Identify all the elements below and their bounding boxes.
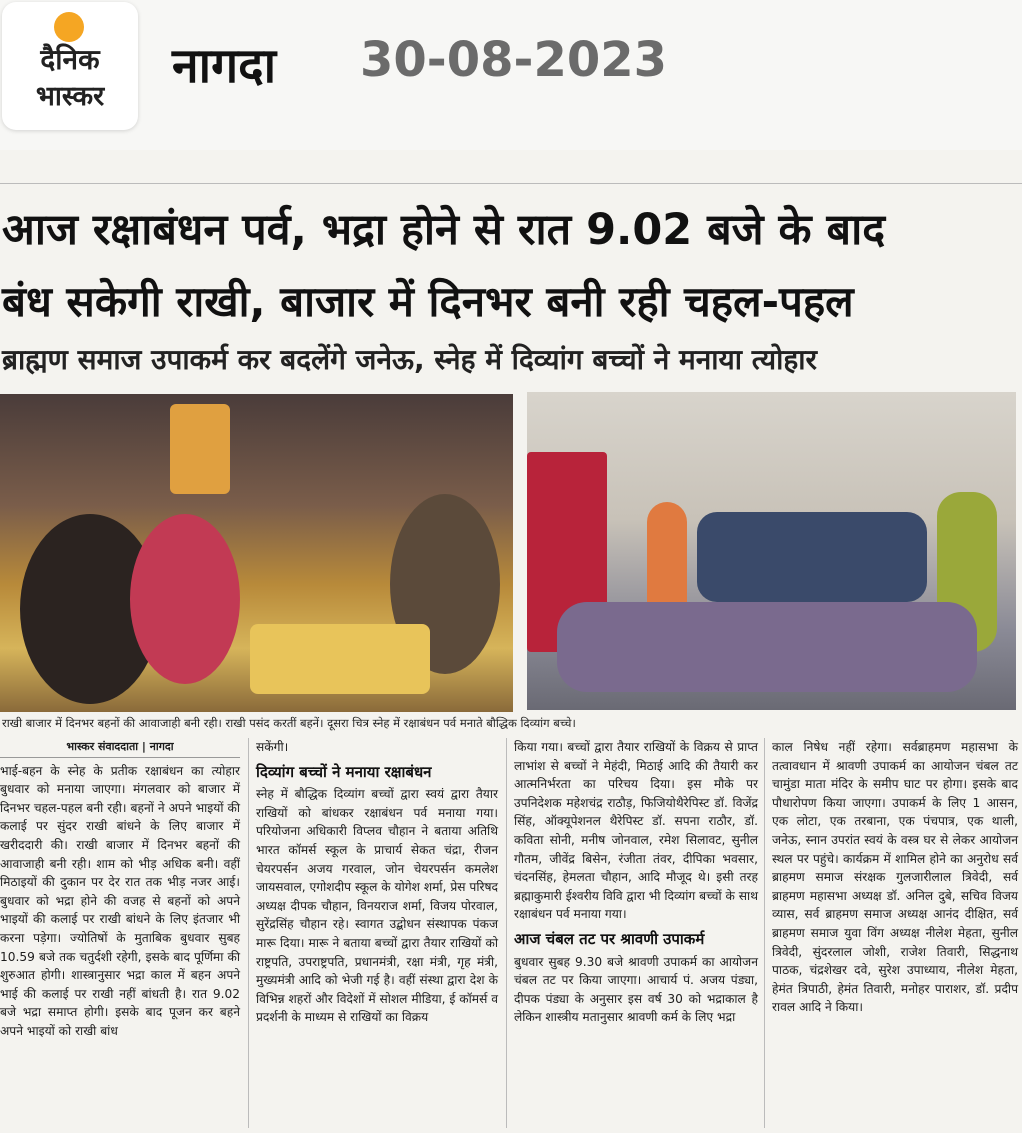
article-text: स्नेह में बौद्धिक दिव्यांग बच्चों द्वारा स्वयं द्वारा तैयार राखियों को बांधकर रक्षाबंधन पर्व मनाया गया। परियोजना अधिकारी विप्लव चौहान ने बताया अतिथि भारत कॉमर्स स्कूल के प्राचार्य सेकत चंद्रा, रीजन चेयरपर्सन अजय गरवाल, जोन चेयरपर्सन कमलेश जायसवाल, एगोशदीप स्कूल के योगेश शर्मा, प्रेस परिषद अध्यक्ष दीपक चौहान, विनयराज शर्मा, विजय पोरवाल, सुरेंद्रसिंह चौहान रहे। स्वागत उद्बोधन संस्थापक पंकज मारू दिया। मारू ने बताया बच्चों द्वारा तैयार राखियों को राष्ट्रपति, उपराष्ट्रपति, प्रधानमंत्री, रक्षा मंत्री, गृह मंत्री, मुख्यमंत्री आदि को भेजी गई है। वहीं संस्था द्वारा देश के विभिन्न शहरों और विदेशों में सोशल मीडिया, ई कॉमर्स व प्रदर्शनी के माध्यम से राखियों का विक्रय: [256, 787, 498, 1025]
article-column-1: [0, 738, 240, 1041]
sun-icon: [54, 12, 84, 42]
column-divider: [248, 738, 249, 1128]
photo-display: [250, 624, 430, 694]
edition-name: नागदा: [172, 38, 277, 94]
headline-line1: आज रक्षाबंधन पर्व, भद्रा होने से रात 9.02 बजे के बाद: [2, 205, 886, 255]
photo-group: [697, 512, 927, 602]
logo-line1: दैनिक: [40, 43, 100, 76]
photo-decoration: [170, 404, 230, 494]
dainik-bhaskar-logo: [2, 2, 138, 130]
column-divider: [506, 738, 507, 1128]
article-text: काल निषेध नहीं रहेगा। सर्वब्राहमण महासभा के तत्वावधान में श्रावणी उपाकर्म का आयोजन चंबल तट चामुंडा माता मंदिर के समीप घाट पर होगा। इसके बाद पौधारोपण किया जाएगा। उपाकर्म के लिए 1 आसन, एक लोटा, एक तरबाना, एक पंचपात्र, एक थाली, जनेऊ, स्नान उपरांत स्वयं के वस्त्र घर से लेकर आयोजन स्थल पर पहुंचे। कार्यक्रम में शामिल होने का अनुरोध सर्व ब्राहमण समाज संरक्षक गुलजारीलाल त्रिवेदी, सर्व ब्राहमण महासभा अध्यक्ष डॉ. अनिल दुबे, सचिव विजय व्यास, सर्व ब्राहमण समाज अध्यक्ष आनंद दीक्षित, सर्व ब्राहमण समाज युवा विंग अध्यक्ष नीलेश मेहता, सुनील त्रिवेदी, सुंदरलाल जोशी, राजेश तिवारी, सिद्धनाथ पाठक, चंद्रशेखर दवे, सुरेश उपाध्याय, नीलेश मेहता, हेमंत त्रिपाठी, हेमंत तिवारी, मनोहर पाराशर, डॉ. प्रदीप रावल आदि ने किया।: [772, 740, 1018, 1015]
article-column-3: [514, 738, 758, 1027]
byline: भास्कर संवाददाता | नागदा: [0, 738, 240, 758]
column-divider: [764, 738, 765, 1128]
article-text: बुधवार सुबह 9.30 बजे श्रावणी उपाकर्म का आयोजन चंबल तट पर किया जाएगा। आचार्य पं. अजय पंड्या, दीपक पंड्या के अनुसार इस वर्ष 30 को भद्राकाल है लेकिन शास्त्रीय मतानुसार श्रावणी कर्म के लिए भद्रा: [514, 954, 758, 1025]
article-text: किया गया। बच्चों द्वारा तैयार राखियों के विक्रय से प्राप्त लाभांश से बच्चों ने मेहंदी, मिठाई आदि की तैयारी कर आत्मनिर्भरता का परिचय दिया। इस मौके पर उपनिदेशक महेशचंद्र राठौड़, फिजियोथैरेपिस्ट डॉ. विजेंद्र सिंह, ऑक्यूपेशनल थैरेपिस्ट डॉ. सपना राठौर, डॉ. कविता सोनी, मनीष जोनवाल, रमेश सिलावट, सुनील गौतम, जीवेंद्र बिसेन, रंजीता तंवर, दीपिका भवसार, चंदनसिंह, हेमलता चौहान, आदि मौजूद थे। इसी तरह ब्रह्माकुमारी ईश्वरीय विवि द्वारा भी दिव्यांग बच्चों के साथ रक्षाबंधन पर्व मनाया गया।: [514, 740, 758, 922]
article-column-2: [256, 738, 498, 1027]
rakhi-market-photo: [0, 394, 513, 712]
article-column-4: [772, 738, 1018, 1017]
masthead-divider: [0, 183, 1022, 184]
headline-line2: बंध सकेगी राखी, बाजार में दिनभर बनी रही चहल-पहल: [2, 277, 854, 326]
photo-figure: [130, 514, 240, 684]
section-heading: आज चंबल तट पर श्रावणी उपाकर्म: [514, 929, 705, 948]
masthead: [0, 0, 1022, 150]
children-celebration-photo: [527, 392, 1016, 710]
edition-date: 30-08-2023: [360, 32, 668, 88]
article-text: सकेंगी।: [256, 740, 289, 754]
logo-line2: भास्कर: [35, 81, 105, 112]
article-text: भाई-बहन के स्नेह के प्रतीक रक्षाबंधन का त्योहार बुधवार को मनाया जाएगा। मंगलवार को बाजार में दिनभर चहल-पहल बनी रही। बहनों ने अपने भाइयों की कलाई पर सुंदर राखी बांधने के लिए बाजार में खरीददारी की। राखी बाजार में दिनभर बहनों की आवाजाही बनी रही। शाम को भीड़ अधिक बनी। वहीं मिठाइयों की दुकान पर देर रात तक भीड़ नजर आई। बुधवार को भद्रा होने की वजह से बहनों को अपने भाइयों की कलाई पर राखी बांधने के लिए इंतजार भी करना पड़ेगा। ज्योतिषों के मुताबिक बुधवार सुबह 10.59 बजे तक चतुर्दशी रहेगी, इसके बाद पूर्णिमा की शुरुआत होगी। शास्त्रानुसार भद्रा काल में बहन अपने भाई की कलाई पर राखी नहीं बांधती है। रात 9.02 बजे भद्रा समाप्त होगी। इसके बाद पूजन कर बहने अपने भाइयों को राखी बांध: [0, 763, 240, 1038]
photo-caption: राखी बाजार में दिनभर बहनों की आवाजाही बनी रही। राखी पसंद करतीं बहनें। दूसरा चित्र स्नेह में रक्षाबंधन पर्व मनाते बौद्धिक दिव्यांग बच्चे।: [2, 716, 576, 730]
section-heading: दिव्यांग बच्चों ने मनाया रक्षाबंधन: [256, 762, 432, 781]
subheadline: ब्राह्मण समाज उपाकर्म कर बदलेंगे जनेऊ, स्नेह में दिव्यांग बच्चों ने मनाया त्योहार: [2, 343, 817, 376]
photo-children: [557, 602, 977, 692]
